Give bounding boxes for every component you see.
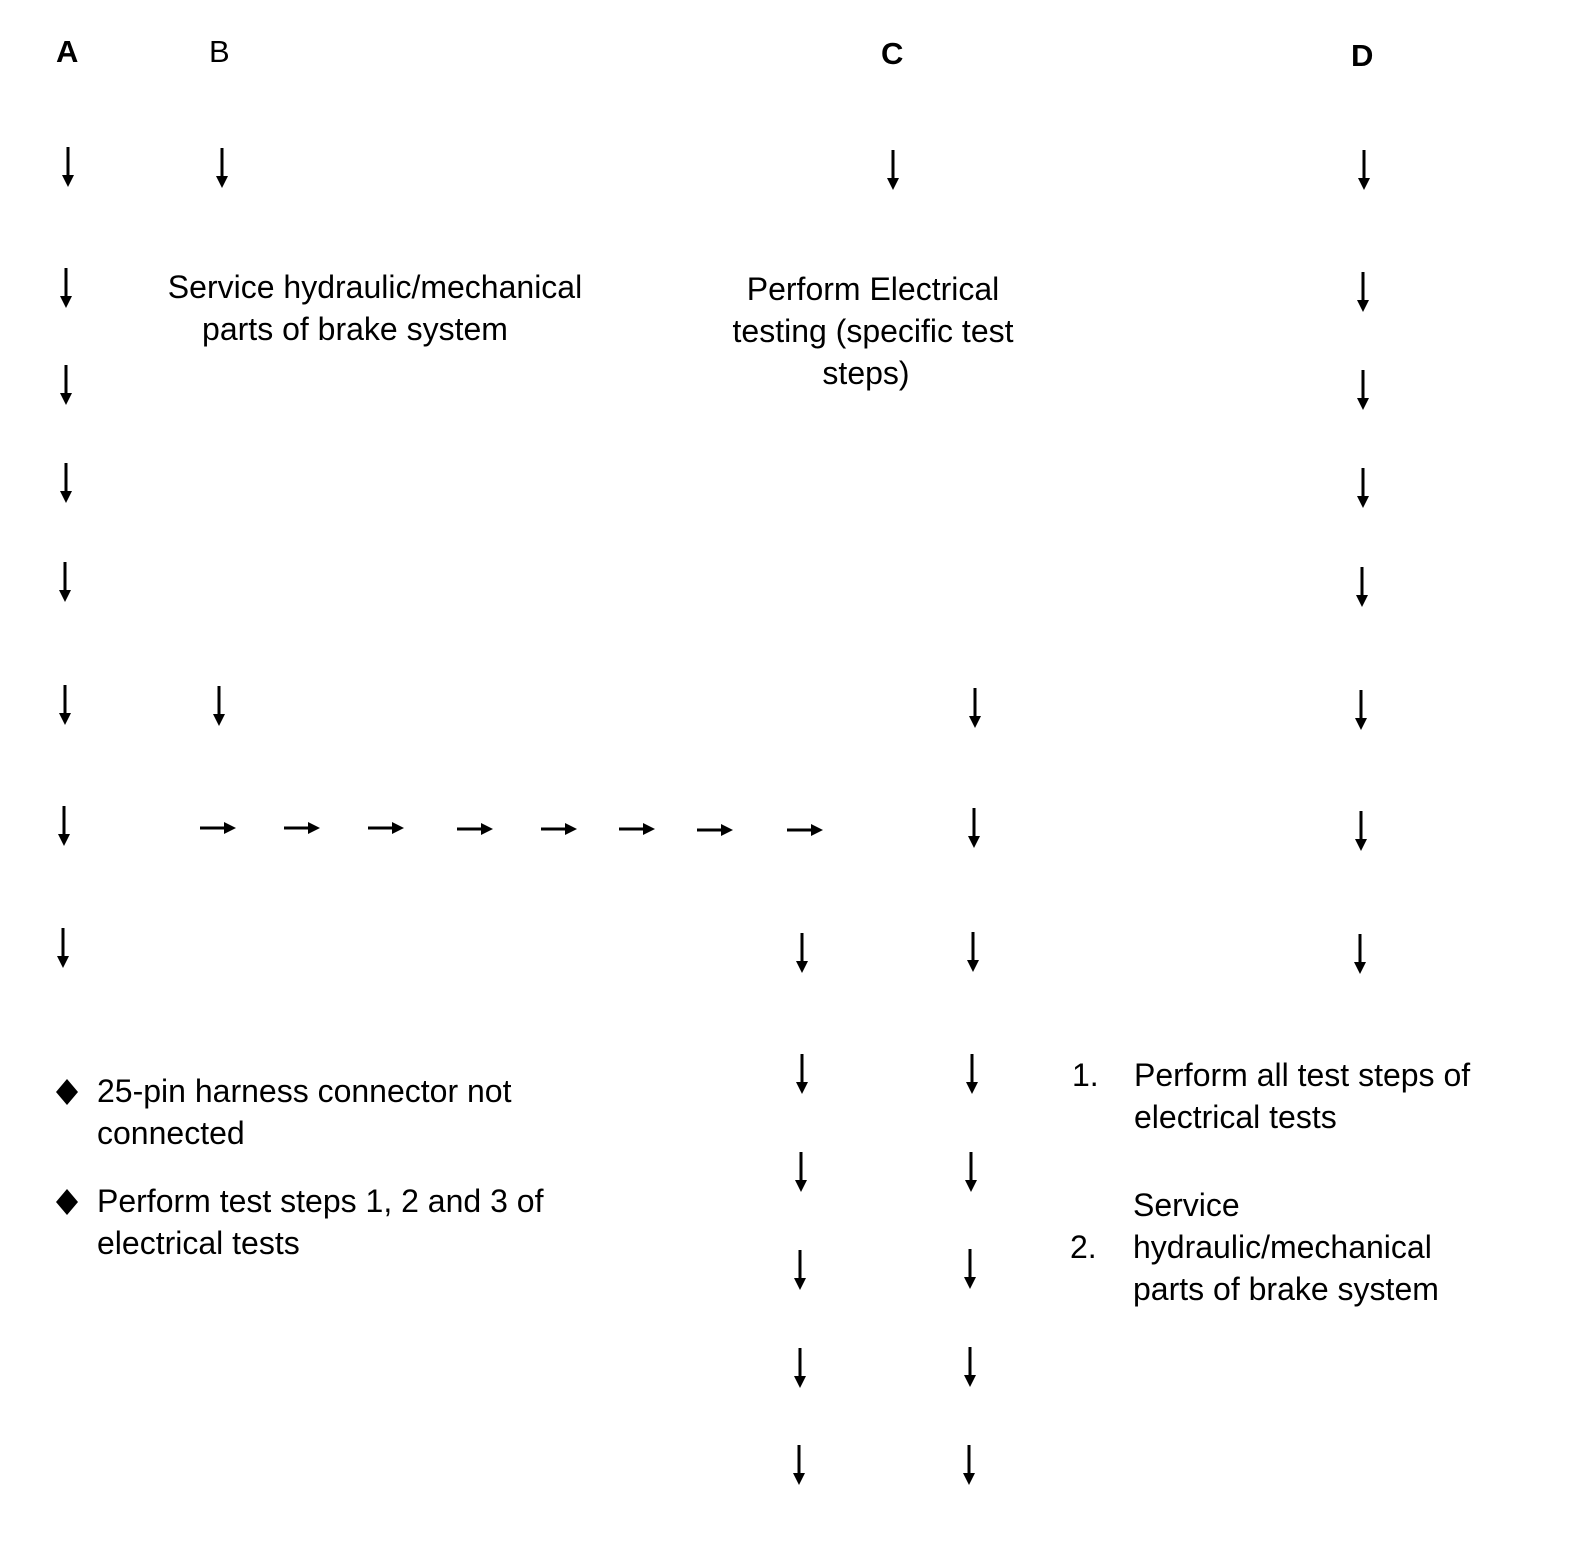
column-label-c: C [881, 36, 904, 71]
outcome-d-item-2-line-1: Service [1133, 1187, 1240, 1223]
outcome-d-item-1-line-1: Perform all test steps of [1134, 1057, 1471, 1093]
outcome-a-bullet-1-line-1: 25-pin harness connector not [97, 1073, 512, 1109]
down-arrow-icon [1350, 934, 1370, 974]
b-step-line-1: Service hydraulic/mechanical [167, 269, 583, 305]
down-arrow-icon [962, 1054, 982, 1094]
c-step-line-3: steps) [822, 355, 910, 391]
outcome-d-item-1-number: 1. [1072, 1057, 1099, 1093]
down-arrow-icon [56, 365, 76, 405]
right-arrow-icon [457, 821, 493, 837]
down-arrow-icon [959, 1445, 979, 1485]
right-arrow-icon [541, 821, 577, 837]
down-arrow-icon [961, 1152, 981, 1192]
down-arrow-icon [55, 562, 75, 602]
right-arrow-icon [368, 820, 404, 836]
down-arrow-icon [53, 928, 73, 968]
diamond-bullet-icon [56, 1079, 78, 1105]
down-arrow-icon [963, 932, 983, 972]
down-arrow-icon [790, 1348, 810, 1388]
c-step-text [712, 268, 1034, 394]
outcome-a-bullet-1-line-2: connected [97, 1115, 245, 1151]
outcome-a-bullet-2-line-1: Perform test steps 1, 2 and 3 of [97, 1183, 544, 1219]
outcome-d-item-2-number: 2. [1070, 1229, 1097, 1265]
column-label-d: D [1351, 38, 1374, 73]
diamond-bullet-icon [56, 1189, 78, 1215]
down-arrow-icon [790, 1250, 810, 1290]
down-arrow-icon [56, 463, 76, 503]
outcome-a-bullet-1 [97, 1070, 637, 1154]
outcome-a-bullet-2-line-2: electrical tests [97, 1225, 300, 1261]
down-arrow-icon [789, 1445, 809, 1485]
down-arrow-icon [1353, 468, 1373, 508]
down-arrow-icon [56, 268, 76, 308]
down-arrow-icon [212, 148, 232, 188]
down-arrow-icon [1353, 272, 1373, 312]
outcome-a-bullet-2 [97, 1180, 637, 1264]
outcome-d-item-1-text [1134, 1054, 1534, 1138]
outcome-d-item-2-line-3: parts of brake system [1133, 1271, 1439, 1307]
right-arrow-icon [697, 822, 733, 838]
right-arrow-icon [200, 820, 236, 836]
column-label-a: A [56, 34, 79, 69]
down-arrow-icon [58, 147, 78, 187]
c-step-line-1: Perform Electrical [746, 271, 1000, 307]
b-step-text [150, 266, 600, 350]
down-arrow-icon [1351, 811, 1371, 851]
down-arrow-icon [964, 808, 984, 848]
down-arrow-icon [54, 806, 74, 846]
right-arrow-icon [619, 821, 655, 837]
down-arrow-icon [792, 933, 812, 973]
column-label-b: B [209, 34, 230, 69]
c-step-line-2: testing (specific test [732, 313, 1014, 349]
down-arrow-icon [792, 1054, 812, 1094]
down-arrow-icon [883, 150, 903, 190]
down-arrow-icon [55, 685, 75, 725]
down-arrow-icon [1352, 567, 1372, 607]
down-arrow-icon [209, 686, 229, 726]
right-arrow-icon [284, 820, 320, 836]
down-arrow-icon [1351, 690, 1371, 730]
down-arrow-icon [1353, 370, 1373, 410]
down-arrow-icon [960, 1249, 980, 1289]
right-arrow-icon [787, 822, 823, 838]
down-arrow-icon [965, 688, 985, 728]
down-arrow-icon [960, 1347, 980, 1387]
down-arrow-icon [1354, 150, 1374, 190]
b-step-line-2: parts of brake system [202, 311, 508, 347]
down-arrow-icon [791, 1152, 811, 1192]
outcome-d-item-2-line-2: hydraulic/mechanical [1133, 1229, 1432, 1265]
outcome-d-item-1-line-2: electrical tests [1134, 1099, 1337, 1135]
outcome-d-item-2-text [1133, 1184, 1533, 1310]
